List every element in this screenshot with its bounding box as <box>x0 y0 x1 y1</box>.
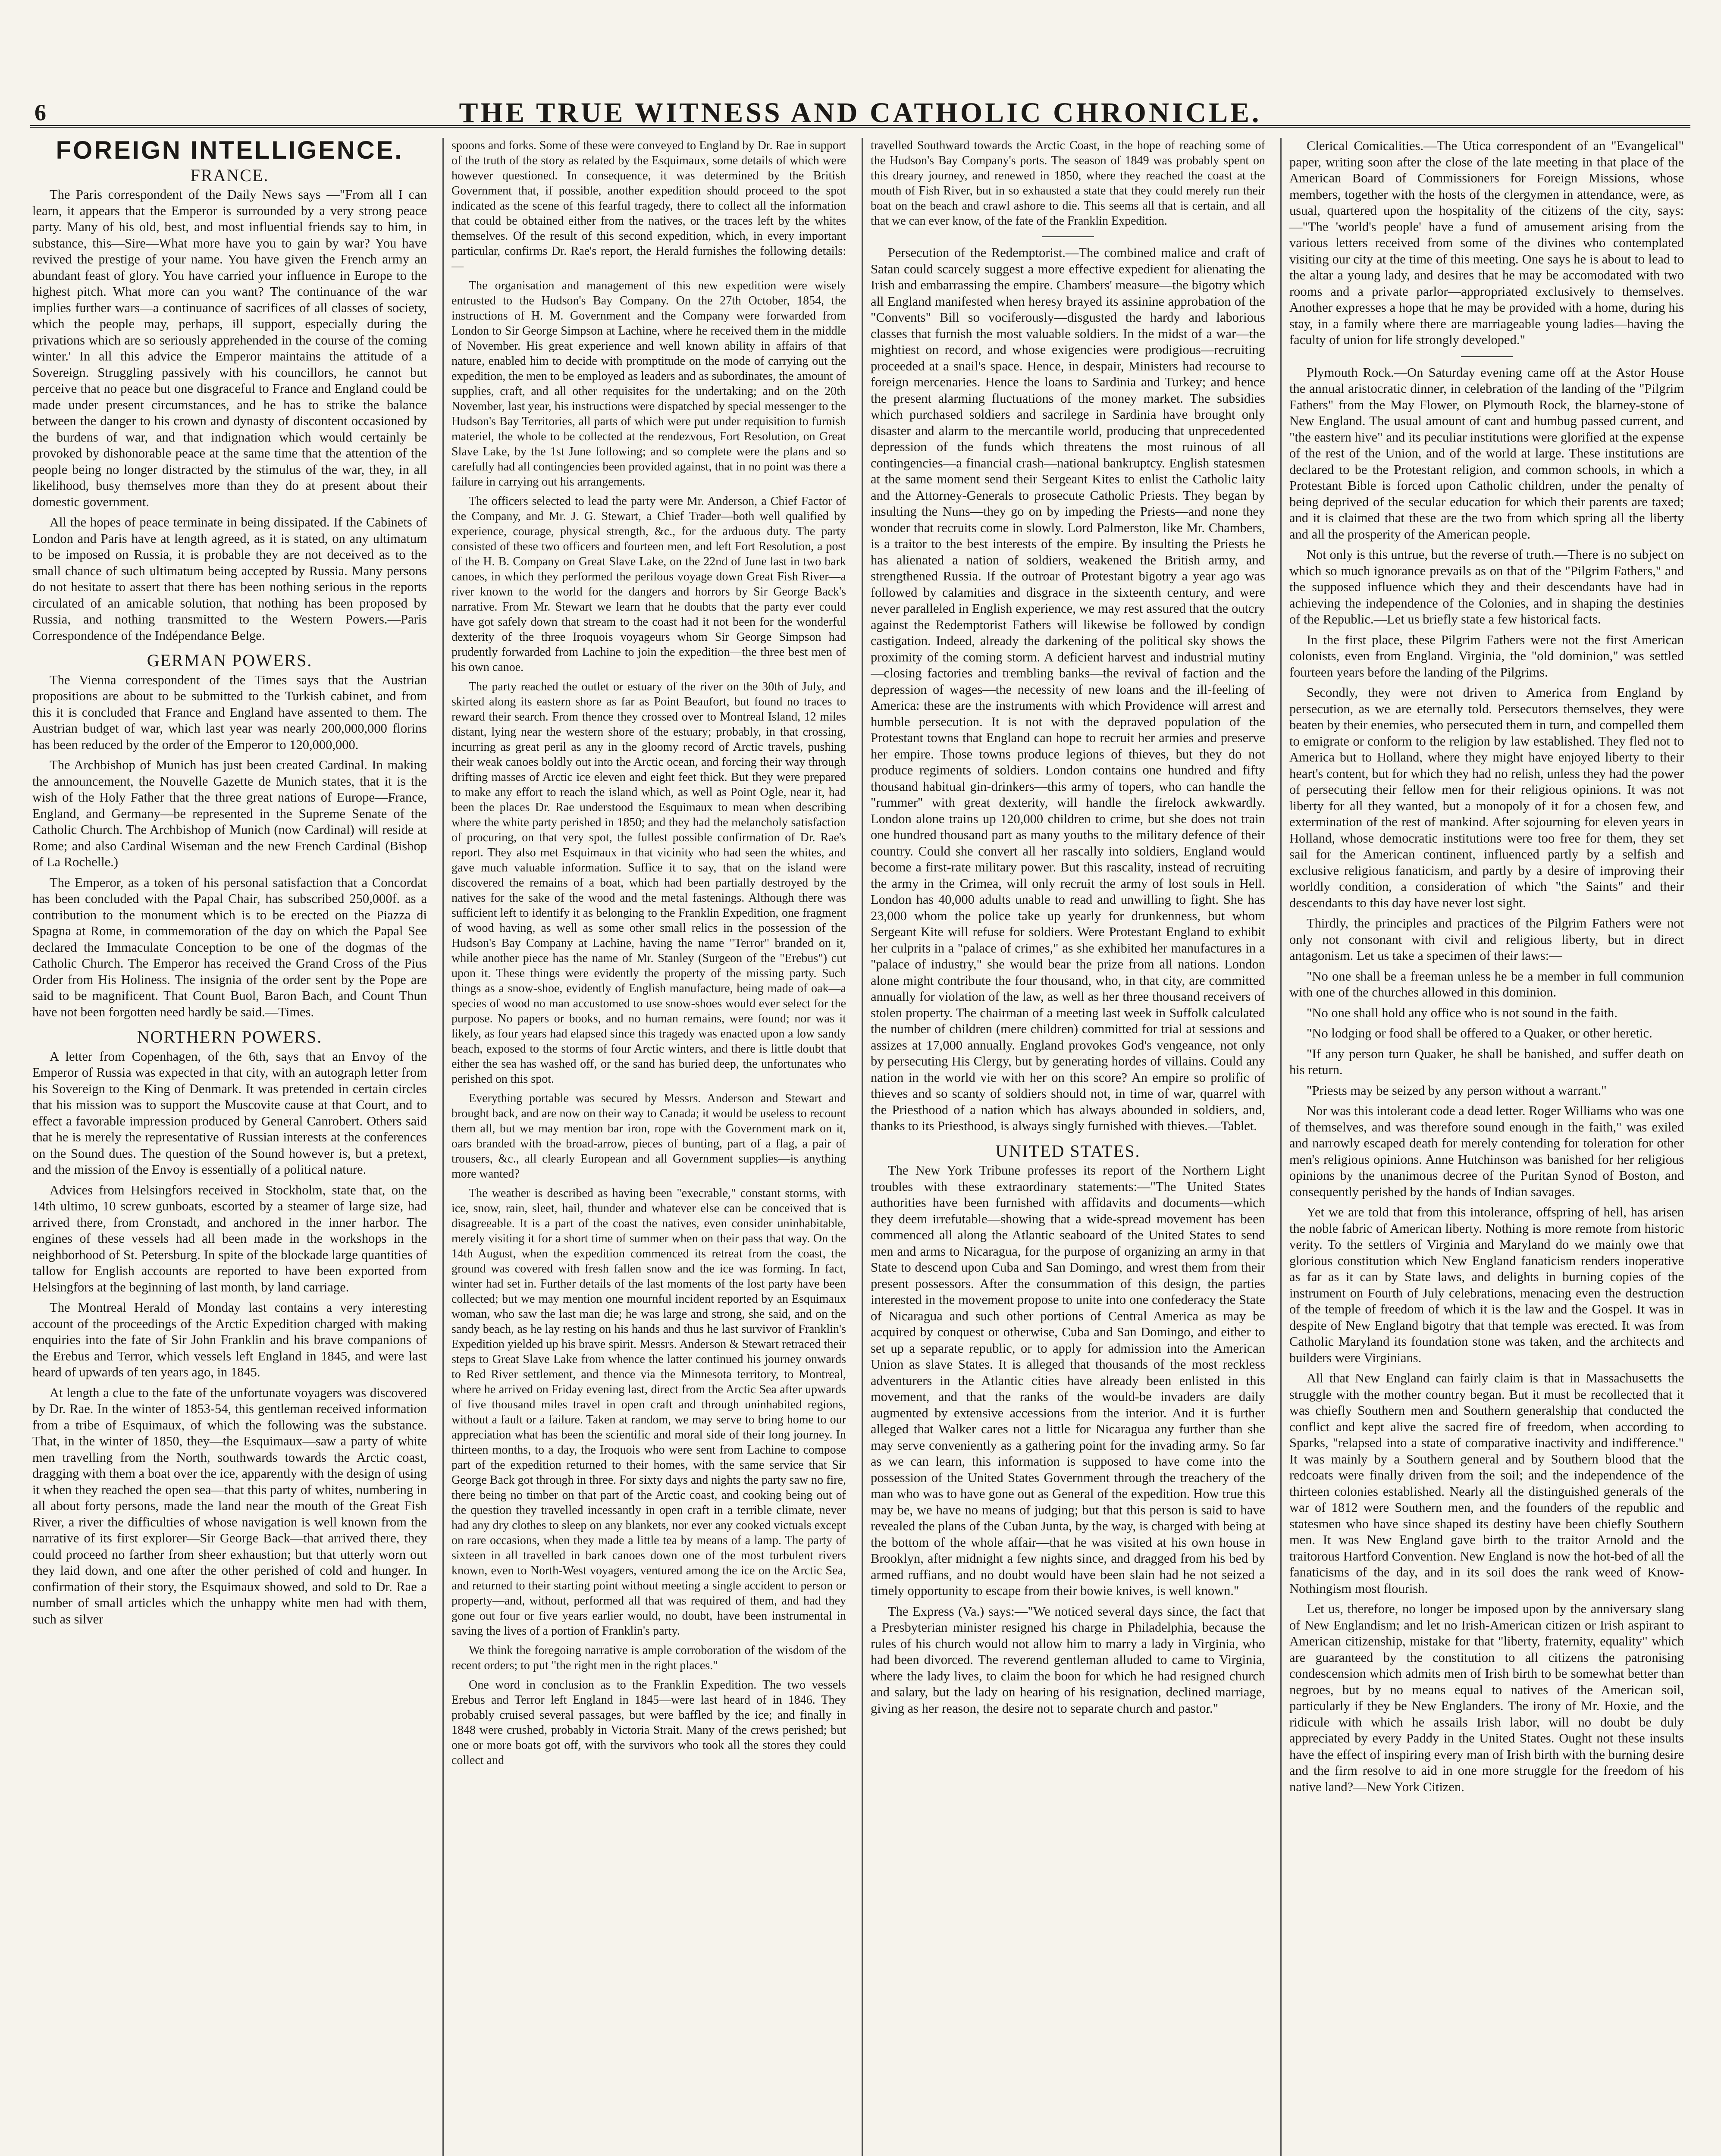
article-paragraph: The organisation and management of this new expedition were wisely entrusted to the Hudson's Bay Company. On the 27th October, 1854, the instructions of H. M. Government and the Company were forwarded from London to Sir George Simpson at Lachine, where he received them in the middle of November. His great experience and well known ability in affairs of that nature, enabled him to decide with promptitude on the mode of carrying out the expedition, the men to be employed as leaders and as subordinates, the amount of supplies, craft, and all other requisites for the undertaking; and on the 20th November, last year, his instructions were dispatched by special messenger to the Hudson's Bay Territories, all parts of which were put under requisition to furnish materiel, the whole to be collected at the rendezvous, Fort Resolution, on Great Slave Lake, by the 1st June following; and so complete were the plans and so carefully had all contingencies been provided against, that in no point was there a failure in carrying out his arrangements. <box>451 279 846 489</box>
quoted-law: "Priests may be seized by any person without a warrant." <box>1307 1083 1607 1098</box>
article-paragraph: Plymouth Rock.—On Saturday evening came off at the Astor House the annual aristocratic dinner, in celebration of the landing of the "Pilgrim Fathers" from the May Flower, on Plymouth Rock, the blarney-stone of New England. The usual amount of cant and humbug passed current, and "the eastern hive" and its peculiar institutions were glorified at the expense of the rest of the Union, and of the world at large. These institutions are declared to be the Protestant religion, and common schools, in which a Protestant Bible is forced upon Catholic children, under the penalty of being deprived of the secular education for which their parents are taxed; and it is claimed that these are the two from which spring all the liberty and all the prosperity of the American people. <box>1289 365 1684 542</box>
article-paragraph: Advices from Helsingfors received in Stockholm, state that, on the 14th ultimo, 10 screw gunboats, escorted by a steamer of large size, had arrived there, from Cronstadt, and anchored in the inner harbor. The engines of these vessels had all been made in the workshops in the neighborhood of St. Petersburg. In spite of the blockade large quantities of tallow for English accounts are reported to have been exported from Helsingfors at the beginning of last month, by land carriage. <box>32 1182 427 1294</box>
article-paragraph: Nor was this intolerant code a dead letter. Roger Williams who was one of themselves, and was therefore sound enough in the faith," was exiled and narrowly escaped death for merely contending for toleration for other men's religious opinions. Anne Hutchinson was banished for her religious opinions by the unanimous decree of the Puritan Synod of Boston, and consequently perished by the hands of Indian savages. <box>1289 1103 1684 1199</box>
divider <box>1042 236 1094 237</box>
article-paragraph: travelled Southward towards the Arctic Coast, in the hope of reaching some of the Hudson's Bay Company's ports. The season of 1849 was probably spent on this dreary journey, and renewed in 1850, where they reached the coast at the mouth of Fish River, but in so exhausted a state that they could merely run their boat on the beach and crawl ashore to die. This seems all that is certain, and all that we can ever know, of the fate of the Franklin Expedition. <box>871 139 1265 228</box>
article-paragraph: Not only is this untrue, but the reverse of truth.—There is no subject on which so much ignorance prevails as on that of the "Pilgrim Fathers," and the supposed influence which they and their descendants have had in achieving the independence of the Colonies, and in shaping the destinies of the Republic.—Let us briefly state a few historical facts. <box>1289 547 1684 627</box>
column-4 <box>1289 138 1684 2156</box>
article-paragraph: The Archbishop of Munich has just been created Cardinal. In making the announcement, the Nouvelle Gazette de Munich states, that it is the wish of the Holy Father that the three great nations of Europe—France, England, and Germany—be represented in the Supreme Senate of the Catholic Church. The Archbishop of Munich (now Cardinal) will reside at Rome; and also Cardinal Wiseman and the new French Cardinal (Bishop of La Rochelle.) <box>32 758 427 869</box>
article-paragraph: All the hopes of peace terminate in being dissipated. If the Cabinets of London and Paris have at length agreed, as it is stated, on any ultimatum to be imposed on Russia, it is probable they are not deceived as to the small chance of such ultimatum being accepted by Russia. Many persons do not hesitate to assert that there has been nothing serious in the reports circulated of an amicable solution, that nothing has been proposed by Russia, and nothing transmitted to the Western Powers.—Paris Correspondence of the Indépendance Belge. <box>32 515 427 643</box>
article-paragraph: Yet we are told that from this intolerance, offspring of hell, has arisen the noble fabric of American liberty. Nothing is more remote from historic verity. To the settlers of Virginia and Maryland do we mainly owe that glorious constitution which New England fanaticism renders inoperative as far as it can by State laws, and delights in burning copies of the instrument on Fourth of July celebrations, menacing even the destruction of the temple of freedom of which it is the law and the Gospel. It was in despite of New England bigotry that that temple was erected. It was from Catholic Maryland its foundation stone was taken, and the architects and builders were Virginians. <box>1289 1205 1684 1365</box>
article-paragraph: Clerical Comicalities.—The Utica correspondent of an "Evangelical" paper, writing soon after the close of the late meeting in that place of the American Board of Commissioners for Foreign Missions, whose members, together with the hosts of the clergymen in attendance, were, as usual, quartered upon the hospitality of the citizens of the city, says:—"The 'world's people' have a fund of amusement arising from the various letters received from some of the divines who contemplated visiting our city at the time of this meeting. One says he is about to lead to the altar a young lady, and desires that he may be accomodated with two rooms and a private parlor—appropriated exclusively to themselves. Another expresses a hope that he may be provided with a home, during his stay, in a family where there are marriageable young ladies—having the faculty of union for life strongly developed." <box>1289 138 1684 347</box>
article-paragraph: The New York Tribune professes its report of the Northern Light troubles with these extraordinary statements:—"The United States authorities have been furnished with affidavits and documents—which they deem irrefutable—showing that a wide-spread movement has been commenced all along the Atlantic seaboard of the United States to send men and arms to Nicaragua, for the purpose of organizing an army in that State to descend upon Cuba and San Domingo, and wrest them from their present possessors. After the consummation of this design, the parties interested in the movement propose to unite into one confederacy the State of Nicaragua and such other portions of Central America as may be acquired by conquest or otherwise, Cuba and San Domingo, and either to set up a separate republic, or to apply for admission into the American Union as slave States. It is alleged that thousands of the most reckless adventurers in the Atlantic cities have already been enlisted in this movement, and that the ranks of the would-be invaders are daily augmented by extensive accessions from the interior. And it is further alleged that Walker cares not a little for Nicaragua any further than she may serve conveniently as a gathering point for the invading army. So far as we can learn, this information is supposed to have come into the possession of the United States Government through the treachery of the man who was to have gone out as General of the expedition. How true this may be, we have no means of judging; but that this person is said to have revealed the plans of the Cuban Junta, by the way, is charged with being at the bottom of the whole affair—that he was visited at his own house in Brooklyn, after midnight a few nights since, and dragged from his bed by armed ruffians, and no doubt would have been slain had he not seized a timely opportunity to escape from their bowie knives, is well known." <box>871 1163 1265 1598</box>
article-paragraph: Secondly, they were not driven to America from England by persecution, as we are eternally told. Persecutors themselves, they were beaten by their enemies, who persecuted them in turn, and compelled them to emigrate or conform to the religion by law established. They fled not to America but to Holland, where they might have enjoyed liberty to their heart's content, but for which they had no relish, unless they had the power of persecuting their fellow men for their religious opinions. It was not liberty for all they wanted, but a monopoly of it for a chosen few, and extermination of the rest of mankind. After sojourning for eleven years in Holland, whose democratic institutions were too free for them, they set sail for the American continent, influenced partly by a selfish and exclusive religious fanaticism, and partly by a desire of improving their worldly condition, a consideration of which "the Saints" and their descendants to this day have never lost sight. <box>1289 685 1684 910</box>
column-rule <box>442 138 444 2156</box>
page-header <box>30 99 1690 128</box>
article-paragraph: One word in conclusion as to the Franklin Expedition. The two vessels Erebus and Terror left England in 1845—were last heard of in 1846. They probably cruised several passages, but were baffled by the ice; and finally in 1848 were crushed, probably in Victoria Strait. Many of the crews perished; but one or more boats got off, with the survivors who took all the stores they could collect and <box>451 1678 846 1767</box>
divider <box>1461 356 1513 357</box>
article-paragraph: In the first place, these Pilgrim Fathers were not the first American colonists, even from England. Virginia, the "old dominion," was settled fourteen years before the landing of the Pilgrims. <box>1289 632 1684 680</box>
article-paragraph: The Express (Va.) says:—"We noticed several days since, the fact that a Presbyterian minister resigned his charge in Philadelphia, because the rules of his church would not allow him to marry a lady in Virginia, who had been divorced. The reverend gentleman alluded to came to Virginia, where the lady lives, to claim the boon for which he had resigned church and salary, but the lady on hearing of his resignation, declined marriage, giving as her reason, the desire not to separate church and pastor." <box>871 1604 1265 1716</box>
article-paragraph: The Emperor, as a token of his personal satisfaction that a Concordat has been concluded with the Papal Chair, has subscribed 250,000f. as a contribution to the monument which is to be erected on the Piazza di Spagna at Rome, in commemoration of the day on which the Papal See declared the Immaculate Conception to be one of the dogmas of the Catholic Church. The Emperor has received the Grand Cross of the Pius Order from His Holiness. The insignia of the order sent by the Pope are said to be magnificent. That Count Buol, Baron Bach, and Count Thun have not been forgotten need hardly be said.—Times. <box>32 875 427 1019</box>
united-states-heading: UNITED STATES. <box>995 1141 1141 1161</box>
column-rule <box>862 138 863 2156</box>
article-paragraph: A letter from Copenhagen, of the 6th, says that an Envoy of the Emperor of Russia was expected in that city, with an autograph letter from his Sovereign to the King of Denmark. It was pretended in certain circles that his mission was to support the Muscovite cause at that Court, and to effect a favorable impression produced by General Canrobert. Others said that he is merely the representative of Russian interests at the conferences on the Sound dues. The question of the Sound however is, but a pretext, and the mission of the Envoy is essentially of a political nature. <box>32 1049 427 1177</box>
german-heading: GERMAN POWERS. <box>147 651 313 670</box>
page-number: 6 <box>34 100 46 125</box>
article-paragraph: The officers selected to lead the party were Mr. Anderson, a Chief Factor of the Company, and Mr. J. G. Stewart, a Chief Trader—both well qualified by experience, courage, physical strength, &c., for the arduous duty. The party consisted of these two officers and fourteen men, and left Fort Resolution, a post of the H. B. Company on Great Slave Lake, on the 22nd of June last in two bark canoes, in which they performed the perilous voyage down Great Fish River—a river known to the world for the dangers and horrors by Sir George Back's narrative. From Mr. Stewart we learn that he doubts that the party ever could have got safely down that stream to the coast had it not been for the wonderful dexterity of the three Iroquois voyageurs whom Sir George Simpson had prudently forwarded from Lachine to join the expedition—the three best men of his own canoe. <box>451 495 846 674</box>
quoted-law: "No lodging or food shall be offered to a Quaker, or other heretic. <box>1307 1026 1652 1040</box>
article-paragraph: spoons and forks. Some of these were conveyed to England by Dr. Rae in support of the truth of the story as related by the Esquimaux, some details of which were however questioned. In consequence, it was determined by the British Government that, if possible, another expedition should proceed to the spot indicated as the scene of this fearful tragedy, there to collect all the information that could be obtained either from the natives, or the traces left by the whites themselves. Of the result of this second expedition, which, in every important particular, confirms Dr. Rae's report, the Herald furnishes the following details:— <box>451 139 846 273</box>
column-2 <box>451 138 846 2156</box>
column-3 <box>871 138 1265 2156</box>
article-paragraph: Persecution of the Redemptorist.—The combined malice and craft of Satan could scarcely suggest a more effective expedient for alienating the Irish and embarrassing the empire. Chambers' measure—the bigotry which all England manifested when heresy brayed its assinine approbation of the "Convents" Bill so vociferously—disgusted the hardy and laborious classes that furnish the most valuable soldiers. In the midst of a war—the mightiest on record, and whose exigencies were prodigious—recruiting proceeded at a snail's space. Hence, in despair, Ministers had recourse to foreign mercenaries. Hence the loans to Sardinia and Turkey; and hence the present alarming fluctuations of the money market. The subsidies which purchased soldiers and sacrilege in Sardinia have brought only disaster and alarm to the mercantile world, producing that unprecedented depression of the funds which threatens the most ruinous of all contingencies—a financial crash—national bankruptcy. English statesmen at the same moment send their Sergeant Kites to enlist the Catholic laity and the Attorney-Generals to prosecute Catholic Priests. They began by insulting the Nuns—they go on by impeding the Priests—and none they wonder that recruits come in slowly. Lord Palmerston, like Mr. Chambers, is a traitor to the best interests of the empire. By insulting the Priests he has alienated a nation of soldiers, weakened the British army, and strengthened Russia. If the outroar of Protestant bigotry a year ago was followed by calamities and disgrace in the sixteenth century, and were never paralleled in English experience, we may rest assured that the outcry against the Redemptorist Fathers will likewise be followed by condign castigation. Indeed, already the darkening of the political sky shows the proximity of the coming storm. A deficient harvest and industrial mutiny—closing factories and trembling banks—the revival of faction and the depression of wages—the necessity of new loans and the ill-feeling of America: these are the instruments with which Providence will arrest and humble persecution. It is not with the depraved population of the Protestant towns that England can hope to recruit her armies and preserve her empire. Those towns produce legions of thieves, but they do not produce regiments of soldiers. London contains one hundred and fifty thousand habitual gin-drinkers—this army of topers, who can handle the "rummer" with great dexterity, will handle the firelock awkwardly. London alone trains up 120,000 children to crime, but she does not train one hundred thousand part as many youths to the military defence of their country. Could she convert all her rascally into soldiers, England would become a first-rate military power. But this rascality, instead of recruiting the army in the Crimea, will only recruit the army of lost souls in Hell. London has 40,000 adults unable to read and unwilling to fight. She has 23,000 whom the police take up yearly for drunkenness, but whom Sergeant Kite will refuse for soldiers. Were Protestant England to exhibit her culprits in a "palace of crimes," as she exhibited her manufactures in a "palace of industry," she would bear the prize from all nations. London alone might contribute the four thousand, who, in that city, are committed annually for violation of the law, as well as her three thousand receivers of stolen property. The chairman of a meeting last week in Suffolk calculated the number of children (mere children) committed for trial at sessions and assizes at 17,000 annually. England provokes God's vengeance, not only by persecuting His Clergy, but by generating hordes of villains. Could any nation in the world vie with her on this score? An empire so prolific of thieves and so scanty of soldiers should not, in time of war, quarrel with the Priesthood of a nation which has always abounded in soldiers, and, thanks to its Priesthood, is always singly furnished with thieves.—Tablet. <box>871 245 1265 1133</box>
article-paragraph: The weather is described as having been "execrable," constant storms, with ice, snow, rain, sleet, hail, thunder and whatever else can be conceived that is disagreeable. It is a part of the coast the natives, even consider uninhabitable, merely visiting it for a short time of summer when on their pass that way. On the 14th August, when the expedition commenced its retreat from the coast, the ground was covered with fresh fallen snow and the ice was forming. In fact, winter had set in. Further details of the last moments of the lost party have been collected; but we may mention one mournful incident reported by an Esquimaux woman, who saw the last man die; he was large and strong, she said, and on the sandy beach, as he lay resting on his hands and thus he last survivor of Franklin's Expedition yielded up his brave spirit. Messrs. Anderson & Stewart retraced their steps to Great Slave Lake from whence the latter continued his journey onwards to Red River settlement, and thence via the Minnesota territory, to Montreal, where he arrived on Friday evening last, direct from the Arctic Sea after upwards of five thousand miles travel in open craft and through uninhabited regions, without a fault or a failure. Taken at random, we may serve to bring home to our appreciation what has been the scientific and moral side of their long journey. In thirteen months, to a day, the Iroquois who were sent from Lachine to compose part of the expedition returned to their homes, with the same service that Sir George Back got through in three. For sixty days and nights the party saw no fire, there being no timber on that part of the Arctic coast, and cooking being out of the question they travelled incessantly in open craft in a terrible climate, never had any dry clothes to sleep on any blankets, nor ever any cooked victuals except on rare occasions, when they made a little tea by means of a lamp. The party of sixteen in all travelled in bark canoes down one of the most turbulent rivers known, even to North-West voyagers, ventured among the ice on the Arctic Sea, and returned to their starting point without meeting a single accident to person or property—and, without, performed all that was required of them, and had they gone out four or five years earlier would, no doubt, have been instrumental in saving the lives of a portion of Franklin's party. <box>451 1187 846 1638</box>
quoted-law: "No one shall be a freeman unless he be a member in full communion with one of the churches allowed in this dominion. <box>1289 968 1684 1000</box>
article-paragraph: The party reached the outlet or estuary of the river on the 30th of July, and skirted along its eastern shore as far as Point Beaufort, but found no traces to reward their search. From thence they crossed over to Montreal Island, 12 miles distant, lying near the western shore of the estuary; probably, in that crossing, incurring as great peril as any in the gloomy record of Arctic travels, pushing their weak canoes boldly out into the Arctic ocean, and forcing their way through drifting masses of Arctic ice eleven and eight feet thick. But they were prepared to make any effort to reach the island which, as well as Point Ogle, near it, had been the places Dr. Rae understood the Esquimaux to mean when describing where the white party perished in 1850; and they had the melancholy satisfaction of procuring, on that very spot, the fullest possible confirmation of Dr. Rae's report. They also met Esquimaux in that vicinity who had seen the whites, and gave much valuable information. Suffice it to say, that on the island were discovered the remains of a boat, which had been partially destroyed by the natives for the sake of the wood and the metal fastenings. Although there was sufficient left to identify it as belonging to the Franklin Expedition, one fragment of wood having, as well as some other small relics in the possession of the Hudson's Bay Company at Lachine, having the name "Terror" branded on it, while another piece has the name of Mr. Stanley (Surgeon of the "Erebus") cut upon it. These things were evidently the property of the missing party. Such things as a snow-shoe, evidently of English manufacture, being made of oak—a species of wood no man accustomed to use snow-shoes would ever select for the purpose. No papers or books, and no human remains, were found; nor was it likely, as four years had elapsed since this tragedy was enacted upon a low sandy beach, exposed to the storms of four Arctic winters, and there is little doubt that either the sea has washed off, or the sand has buried deep, the unfortunates who perished on this spot. <box>451 680 846 1086</box>
article-paragraph: All that New England can fairly claim is that in Massachusetts the struggle with the mother country began. But it must be recollected that it was chiefly Southern men and Southern generalship that conducted the conflict and kept alive the sacred fire of freedom, when according to Sparks, "relapsed into a state of comparative inactivity and indifference." It was mainly by a Southern general and by Southern blood that the redcoats were finally driven from the soil; and the independence of the thirteen colonies established. Nearly all the distinguished generals of the war of 1812 were Southern men, and the founders of the republic and statesmen who have since shaped its destiny have been chiefly Southern men. It was New England gave birth to the traitor Arnold and the traitorous Hartford Convention. New England is now the hot-bed of all the fanaticisms of the day, and in its soil does the rank weed of Know-Nothingism most flourish. <box>1289 1371 1684 1596</box>
article-paragraph: The Paris correspondent of the Daily News says —"From all I can learn, it appears that the Emperor is surrounded by a very strong peace party. Many of his old, best, and most influential friends say to him, in substance, this—Sire—What more have you to gain by war? You have revived the prestige of your name. You have given the French army an abundant feast of glory. You have carried your influence in Europe to the highest pitch. What more can you want? The continuance of the war implies further wars—a continuance of sacrifices of all classes of society, which the people may, perhaps, ill support, especially during the privations which are so seriously apprehended in the course of the coming winter.' In all this advice the Emperor maintains the attitude of a Sovereign. Struggling passively with his councillors, he cannot but perceive that no peace but one disgraceful to France and England could be made under present circumstances, and he has to strike the balance between the danger to his crown and dynasty of discontent occasioned by the burdens of war, and that indignation which would certainly be provoked by dishonorable peace at the same time that the attention of the people being no longer distracted by the stimulus of the war, they, in all likelihood, busy themselves more than they do at present about their domestic government. <box>32 187 427 509</box>
column-rule <box>1280 138 1282 2156</box>
article-paragraph: Let us, therefore, no longer be imposed upon by the anniversary slang of New Englandism; and let no Irish-American citizen or Irish aspirant to American citizenship, mistake for that "liberty, fraternity, equality" which are guaranteed by the constitution to all citizens the patronising condescension which admits men of Irish birth to be somewhat better than negroes, but by no means equal to natives of the American soil, particularly if they be New Englanders. The irony of Mr. Hoxie, and the ridicule with which he assails Irish labor, will no doubt be duly appreciated by every Paddy in the United States. Ought not these insults have the effect of inspiring every man of Irish birth with the burning desire and the firm resolve to aid in one more struggle for the freedom of his native land?—New York Citizen. <box>1289 1601 1684 1794</box>
article-paragraph: Thirdly, the principles and practices of the Pilgrim Fathers were not only not consonant with civil and religious liberty, but in direct antagonism. Let us take a specimen of their laws:— <box>1289 916 1684 963</box>
northern-heading: NORTHERN POWERS. <box>137 1027 323 1047</box>
column-1 <box>32 138 427 2156</box>
section-heading: FOREIGN INTELLIGENCE. <box>56 138 404 164</box>
quoted-law: "No one shall hold any office who is not sound in the faith. <box>1307 1005 1618 1020</box>
quoted-law: "If any person turn Quaker, he shall be banished, and suffer death on his return. <box>1289 1046 1684 1077</box>
article-paragraph: At length a clue to the fate of the unfortunate voyagers was discovered by Dr. Rae. In the winter of 1853-54, this gentleman received information from a tribe of Esquimaux, of which the following was the substance. That, in the winter of 1850, they—the Esquimaux—saw a party of white men travelling from the North, southwards towards the Arctic coast, dragging with them a boat over the ice, apparently with the design of using it when they reached the open sea—that this party of whites, numbering in all about forty persons, made the land near the mouth of the Great Fish River, a river the difficulties of whose navigation is well known from the narrative of its first explorer—Sir George Back—that arrived there, they could proceed no farther from sheer exhaustion; but that utterly worn out they laid down, and one after the other perished of cold and hunger. In confirmation of their story, the Esquimaux showed, and sold to Dr. Rae a number of small articles which the unhappy white men had with them, such as silver <box>32 1385 427 1626</box>
article-paragraph: Everything portable was secured by Messrs. Anderson and Stewart and brought back, and are now on their way to Canada; it would be useless to recount them all, but we may mention bar iron, rope with the Government mark on it, oars branded with the broad-arrow, pieces of bunting, part of a flag, a pair of trousers, &c., all clearly European and all Government supplies—is anything more wanted? <box>451 1092 846 1181</box>
article-paragraph: We think the foregoing narrative is ample corroboration of the wisdom of the recent orders; to put "the right men in the right places." <box>451 1644 846 1672</box>
article-paragraph: The Montreal Herald of Monday last contains a very interesting account of the proceedings of the Arctic Expedition charged with making enquiries into the fate of Sir John Franklin and his brave companions of the Erebus and Terror, which vessels left England in 1845, and were last heard of upwards of ten years ago, in 1845. <box>32 1300 427 1379</box>
masthead: THE TRUE WITNESS AND CATHOLIC CHRONICLE. <box>459 97 1262 128</box>
france-heading: FRANCE. <box>190 165 269 185</box>
article-paragraph: The Vienna correspondent of the Times says that the Austrian propositions are about to be submitted to the Turkish cabinet, and from this it is concluded that France and England have assented to them. The Austrian budget of war, which last year was nearly 200,000,000 florins has been reduced by the order of the Emperor to 120,000,000. <box>32 672 427 752</box>
